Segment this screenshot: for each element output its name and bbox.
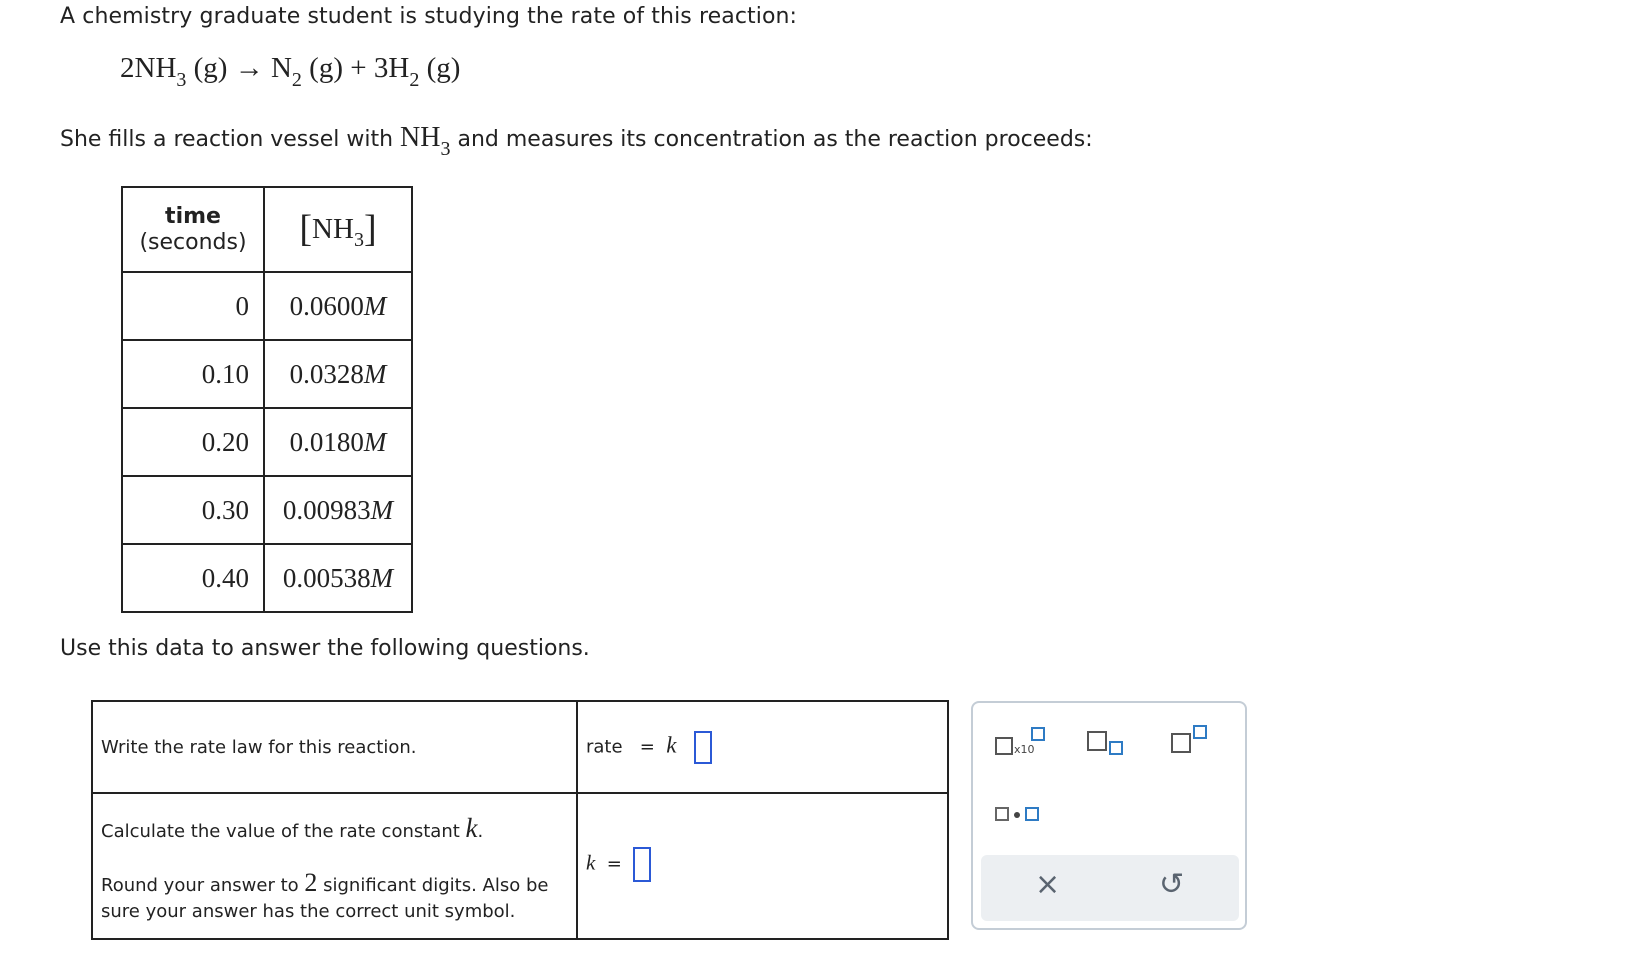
header-time-unit: (seconds) — [139, 229, 247, 255]
k-answer-line — [586, 847, 946, 882]
table-header-row — [122, 187, 412, 272]
conc-unit: M — [370, 562, 394, 593]
header-time — [122, 187, 264, 272]
equals-sign: = — [639, 736, 655, 757]
table-row — [122, 272, 412, 340]
round-instruction — [101, 870, 575, 925]
multiply-dot-button[interactable] — [995, 803, 1045, 825]
calc-text: Calculate the value of the rate constant — [101, 821, 466, 842]
fills-text-after: and measures its concentration as the reaction proceeds: — [450, 127, 1093, 152]
exponent-square-icon — [1031, 727, 1045, 741]
time-cell: 0.30 — [122, 476, 264, 544]
fills-species-subscript: 3 — [440, 138, 451, 160]
product-n2-phase: (g) — [301, 52, 343, 84]
conc-value: 0.0328 — [289, 358, 364, 389]
use-data-text: Use this data to answer the following questions. — [60, 636, 590, 661]
rate-law-prompt: Write the rate law for this reaction. — [92, 701, 577, 793]
superscript-button[interactable] — [1171, 725, 1211, 759]
product-n2-subscript: 2 — [291, 69, 302, 91]
conc-cell — [264, 272, 412, 340]
math-palette — [971, 701, 1247, 930]
rate-law-answer-cell — [577, 701, 948, 793]
clear-icon[interactable]: × — [1035, 867, 1061, 902]
header-time-label: time — [165, 203, 221, 229]
time-cell: 0 — [122, 272, 264, 340]
concentration-data-table — [121, 186, 413, 613]
reactant: 2NH — [120, 52, 177, 84]
superscript-square-icon — [1193, 725, 1207, 739]
time-cell: 0.20 — [122, 408, 264, 476]
round-text-after: significant digits. Also be sure your answer has the correct unit symbol. — [101, 875, 549, 922]
k-symbol: k — [666, 732, 677, 757]
reactant-subscript: 3 — [176, 69, 187, 91]
conc-unit: M — [363, 358, 387, 389]
product-h2-phase: (g) — [419, 52, 461, 84]
sig-digits: 2 — [304, 868, 318, 897]
scientific-notation-button[interactable] — [995, 729, 1047, 759]
fills-species: NH — [400, 122, 441, 153]
intro-text: A chemistry graduate student is studying the rate of this reaction: — [60, 4, 798, 29]
rate-constant-input[interactable] — [633, 847, 651, 882]
plus-sign: + — [343, 52, 374, 84]
bracket-open: [ — [299, 208, 313, 250]
header-concentration — [264, 187, 412, 272]
rate-label: rate — [586, 736, 623, 757]
x10-label: x10 — [1014, 743, 1035, 756]
conc-unit: M — [370, 494, 394, 525]
header-conc-species: NH — [312, 213, 354, 245]
conc-cell — [264, 476, 412, 544]
fills-text — [60, 122, 1093, 161]
header-conc-subscript: 3 — [353, 229, 364, 251]
question-row-rate-law — [92, 701, 948, 793]
questions-table — [91, 700, 949, 940]
conc-value: 0.00538 — [282, 562, 371, 593]
time-cell: 0.40 — [122, 544, 264, 612]
conc-value: 0.00983 — [282, 494, 371, 525]
dot-icon — [1014, 812, 1020, 818]
equals-sign: = — [606, 853, 622, 874]
base-square-icon — [1171, 733, 1191, 753]
reaction-equation — [120, 52, 460, 92]
rate-constant-answer-cell — [577, 793, 948, 939]
subscript-button[interactable] — [1087, 729, 1127, 759]
product-h2: 3H — [373, 52, 410, 84]
time-cell: 0.10 — [122, 340, 264, 408]
round-text-before: Round your answer to — [101, 875, 305, 896]
subscript-square-icon — [1109, 741, 1123, 755]
undo-icon[interactable]: ↺ — [1159, 867, 1185, 902]
left-square-icon — [995, 807, 1009, 821]
table-row — [122, 340, 412, 408]
table-row — [122, 476, 412, 544]
calc-line — [101, 813, 575, 844]
conc-unit: M — [363, 290, 387, 321]
base-square-icon — [995, 737, 1013, 755]
fills-text-before: She fills a reaction vessel with — [60, 127, 401, 152]
reaction-arrow: → — [227, 52, 271, 84]
conc-value: 0.0600 — [289, 290, 364, 321]
rate-law-input[interactable] — [694, 731, 712, 764]
table-row — [122, 408, 412, 476]
bracket-close: ] — [363, 208, 377, 250]
question-row-rate-constant — [92, 793, 948, 939]
conc-value: 0.0180 — [289, 426, 364, 457]
product-h2-subscript: 2 — [409, 69, 420, 91]
right-square-icon — [1025, 807, 1039, 821]
conc-cell — [264, 544, 412, 612]
k-symbol: k — [465, 813, 478, 843]
conc-unit: M — [363, 426, 387, 457]
conc-cell — [264, 340, 412, 408]
product-n2: N — [270, 52, 292, 84]
k-label: k — [586, 850, 596, 874]
table-row — [122, 544, 412, 612]
reactant-phase: (g) — [186, 52, 228, 84]
conc-cell — [264, 408, 412, 476]
calc-period: . — [477, 821, 484, 842]
rate-constant-prompt — [92, 793, 577, 939]
action-bar — [981, 855, 1239, 921]
base-square-icon — [1087, 731, 1107, 751]
